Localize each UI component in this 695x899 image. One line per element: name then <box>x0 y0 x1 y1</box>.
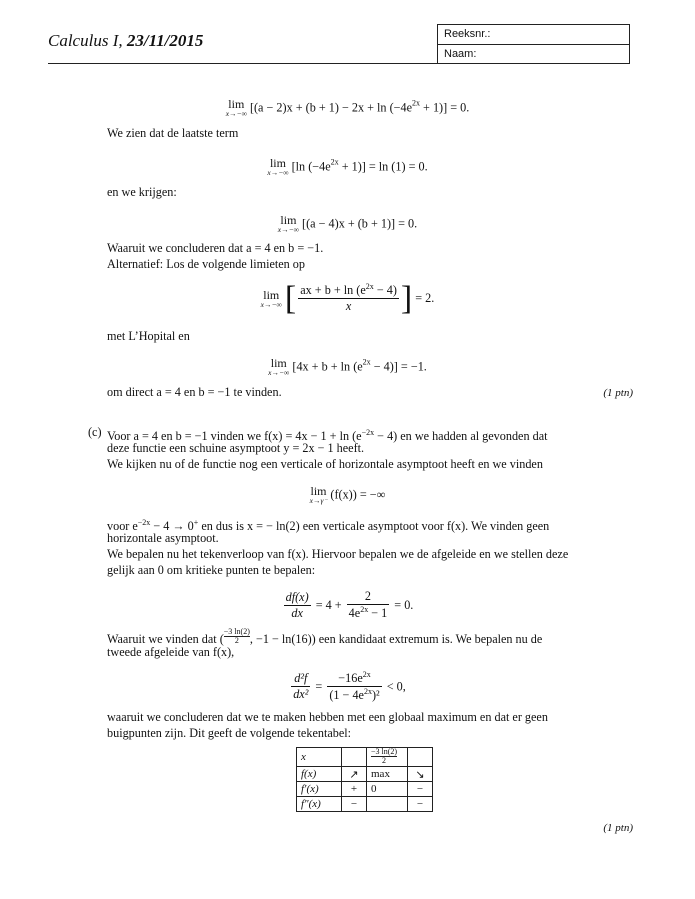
equation-4: lim x→−∞ [ $\frac{ax + b + \ln (e^{2x} - 4)}{x}$ ] = 2. <box>260 279 435 317</box>
course-title: Calculus I, 23/11/2015 <box>48 31 204 50</box>
table-cell: − <box>408 797 433 812</box>
table-cell: $\frac{-3 \ln(2)}{2}$ <box>367 748 408 767</box>
text-line: met L’Hopital en <box>107 329 190 343</box>
text-line: waaruit we concluderen dat we te maken hebben met een globaal maximum en dat er geen <box>107 710 548 724</box>
text-line: om direct a = 4 en b = −1 te vinden. <box>107 385 282 399</box>
text-line: We zien dat de laatste term <box>107 126 239 140</box>
table-cell: f(x) <box>297 767 342 782</box>
table-cell: − <box>342 797 367 812</box>
table-cell <box>342 748 367 767</box>
table-row <box>297 767 433 782</box>
text-line: en we krijgen: <box>107 185 177 199</box>
name-box <box>437 24 630 63</box>
text-line: Alternatief: Los de volgende limieten op <box>107 257 305 271</box>
text-line: tweede afgeleide van f(x), <box>107 645 235 659</box>
equation-c1: lim x→γ⁻ (f(x)) = −∞ <box>309 484 386 505</box>
table-cell: f′(x) <box>297 782 342 797</box>
table-cell: f″(x) <box>297 797 342 812</box>
table-row <box>297 797 433 812</box>
part-c-label: (c) <box>88 425 102 439</box>
equation-2: lim x→−∞ [ln $(-4e^{2x} + 1)] = \ln (1) = 0$. <box>267 156 428 177</box>
equation-1: lim x→−∞ $[(a - 2)x + (b + 1) - 2x + \ln (-4e^{2x} + 1)] = 0$. <box>225 97 470 118</box>
table-cell: 0 <box>367 782 408 797</box>
table-cell: + <box>342 782 367 797</box>
text-line: gelijk aan 0 om kritieke punten te bepalen: <box>107 563 316 577</box>
points-label: (1 ptn) <box>603 387 633 399</box>
equation-5: lim x→−∞ $[4x + b + \ln (e^{2x} - 4)] = -1$. <box>268 356 427 377</box>
increasing-arrow-icon: ↗ <box>342 767 367 782</box>
decreasing-arrow-icon: ↘ <box>408 767 433 782</box>
naam-field[interactable]: Naam: <box>444 48 477 60</box>
table-cell: x <box>297 748 342 767</box>
exam-date: 23/11/2015 <box>126 31 204 50</box>
header-rule <box>48 63 630 64</box>
text-line: buigpunten zijn. Dit geeft de volgende tekentabel: <box>107 726 352 740</box>
table-cell <box>367 797 408 812</box>
sign-table <box>296 747 433 812</box>
text-line: Waaruit we concluderen dat a = 4 en b = −1. <box>107 241 324 255</box>
text-line: Voor a = 4 en b = −1 vinden we $f(x) = 4x - 1 + \ln (e^{-2x} - 4)$ en we hadden al gevonden dat <box>107 428 548 444</box>
text-line: deze functie een schuine asymptoot y = 2x − 1 heeft. <box>107 441 365 455</box>
text-line: horizontale asymptoot. <box>107 531 219 545</box>
table-cell: − <box>408 782 433 797</box>
equation-3: lim x→−∞ [(a − 4)x + (b + 1)] = 0. <box>277 213 418 234</box>
equation-c3: $\frac{\text{d²f}}{\text{dx²}}$ = $\frac{-16e^{2x}}{(1 - 4e^{2x})^2}$ < 0, <box>293 670 406 703</box>
table-cell <box>408 748 433 767</box>
points-label: (1 ptn) <box>603 822 633 834</box>
table-row <box>297 748 433 767</box>
reeksnr-field[interactable]: Reeksnr.: <box>438 25 629 45</box>
text-line: Waaruit we vinden dat ( $\frac{-3 \ln(2)}{2}$ , −1 − ln(16)) een kandidaat extremum is. We bepalen nu de <box>107 627 543 646</box>
equation-c2: $\frac{df(x)}{dx}$ = 4 + $\frac{2}{4e^{2x} - 1}$ = 0. <box>285 589 414 621</box>
text-line: We kijken nu of de functie nog een verticale of horizontale asymptoot heeft en we vinden <box>107 457 543 471</box>
text-line: We bepalen nu het tekenverloop van f(x). Hiervoor bepalen we de afgeleide en we stellen deze <box>107 547 569 561</box>
table-cell: max <box>367 767 408 782</box>
text-line: voor $e^{-2x} - 4 \to 0^+$ en dus is x = − ln(2) een verticale asymptoot voor f(x). We vinden geen <box>107 518 550 534</box>
table-row <box>297 782 433 797</box>
